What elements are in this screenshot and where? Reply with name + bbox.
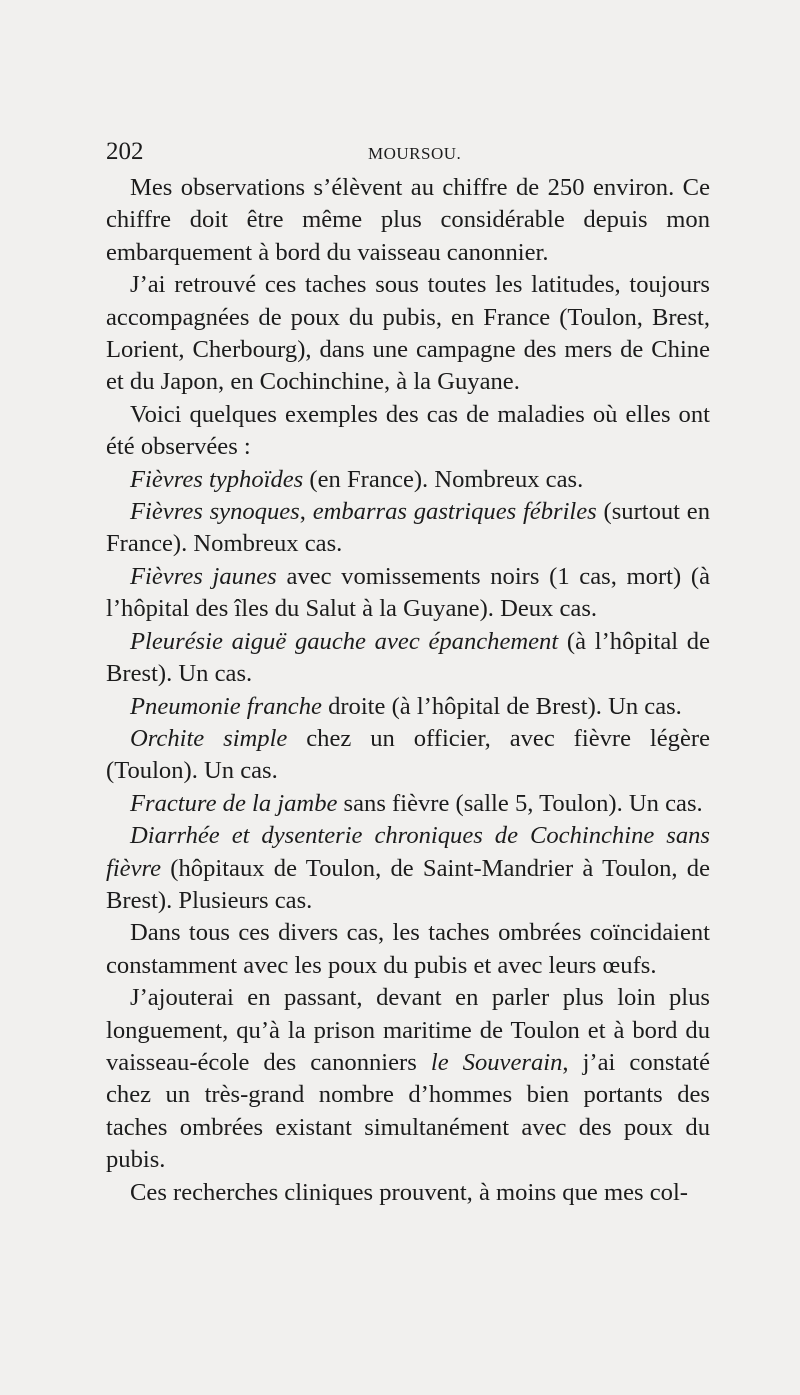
text-run: sans fièvre (salle 5, Toulon). Un cas.: [337, 789, 703, 817]
text-run: Ces recherches cliniques prouvent, à moins que mes col-: [130, 1178, 688, 1206]
paragraph: [106, 399, 710, 464]
paragraph: [106, 464, 710, 496]
italic-run: Fièvres jaunes: [130, 562, 277, 590]
paragraph: [106, 172, 710, 269]
page: [106, 138, 710, 1209]
italic-run: Fracture de la jambe: [130, 789, 338, 817]
text-run: (en France). Nombreux cas.: [303, 465, 584, 493]
paragraph: [106, 723, 710, 788]
paragraph: [106, 1177, 710, 1209]
text-run: Mes observations s’élèvent au chiffre de 250 environ. Ce chiffre doit être même plus considérable depuis mon embarquement à bord du vaisseau canonnier.: [106, 174, 710, 266]
body-text: [106, 172, 710, 1209]
text-run: (surtout en France). Nombreux cas.: [106, 498, 710, 558]
text-run: Voici quelques exemples des cas de maladies où elles ont été observées :: [106, 400, 710, 461]
text-run: J’ai retrouvé ces taches sous toutes les latitudes, toujours accompagnées de poux du pubis, en France (Toulon, Brest, Lorient, Cherbourg), dans une campagne des mers de Chine et du Japon, en Cochinchine, à la Guyane.: [106, 271, 710, 396]
text-run: chez un officier, avec fièvre légère (Toulon). Un cas.: [106, 724, 710, 785]
italic-run: Fièvres typhoïdes: [130, 465, 304, 493]
running-head: MOURSOU.: [368, 144, 462, 163]
paragraph: [106, 269, 710, 399]
paragraph: [106, 626, 710, 691]
italic-run: Diarrhée et dysenterie chroniques de Cochinchine sans fièvre: [106, 822, 710, 882]
text-run: droite (à l’hôpital de Brest). Un cas.: [321, 692, 682, 720]
page-header: [106, 138, 710, 172]
paragraph: [106, 982, 710, 1176]
italic-run: Pleurésie aiguë gauche avec épanchement: [130, 627, 559, 655]
text-run: (hôpitaux de Toulon, de Saint-Mandrier à Toulon, de Brest). Plusieurs cas.: [106, 854, 710, 914]
text-run: , j’ai constaté chez un très-grand nombre d’hommes bien portants des taches ombrées existant simultanément avec des poux du pubis.: [106, 1048, 710, 1174]
paragraph: [106, 917, 710, 982]
text-run: ,: [299, 498, 313, 526]
paragraph: [106, 820, 710, 917]
italic-run: Fièvres synoques: [130, 498, 300, 526]
text-run: Dans tous ces divers cas, les taches ombrées coïncidaient constamment avec les poux du pubis et avec leurs œufs.: [106, 919, 710, 979]
paragraph: [106, 496, 710, 561]
text-run: avec vomissements noirs (1 cas, mort) (à l’hôpital des îles du Salut à la Guyane). Deux cas.: [106, 562, 710, 623]
page-number: 202: [106, 138, 144, 165]
paragraph: [106, 788, 710, 820]
italic-run: le Souverain: [430, 1048, 563, 1076]
italic-run: embarras gastriques fébriles: [312, 498, 597, 526]
italic-run: Orchite simple: [130, 724, 288, 752]
text-run: J’ajouterai en passant, devant en parler plus loin plus longuement, qu’à la prison maritime de Toulon et à bord du vaisseau-école des canonniers: [106, 984, 710, 1076]
paragraph: [106, 561, 710, 626]
text-run: (à l’hôpital de Brest). Un cas.: [106, 627, 711, 688]
italic-run: Pneumonie franche: [130, 692, 322, 720]
paragraph: [106, 691, 710, 723]
